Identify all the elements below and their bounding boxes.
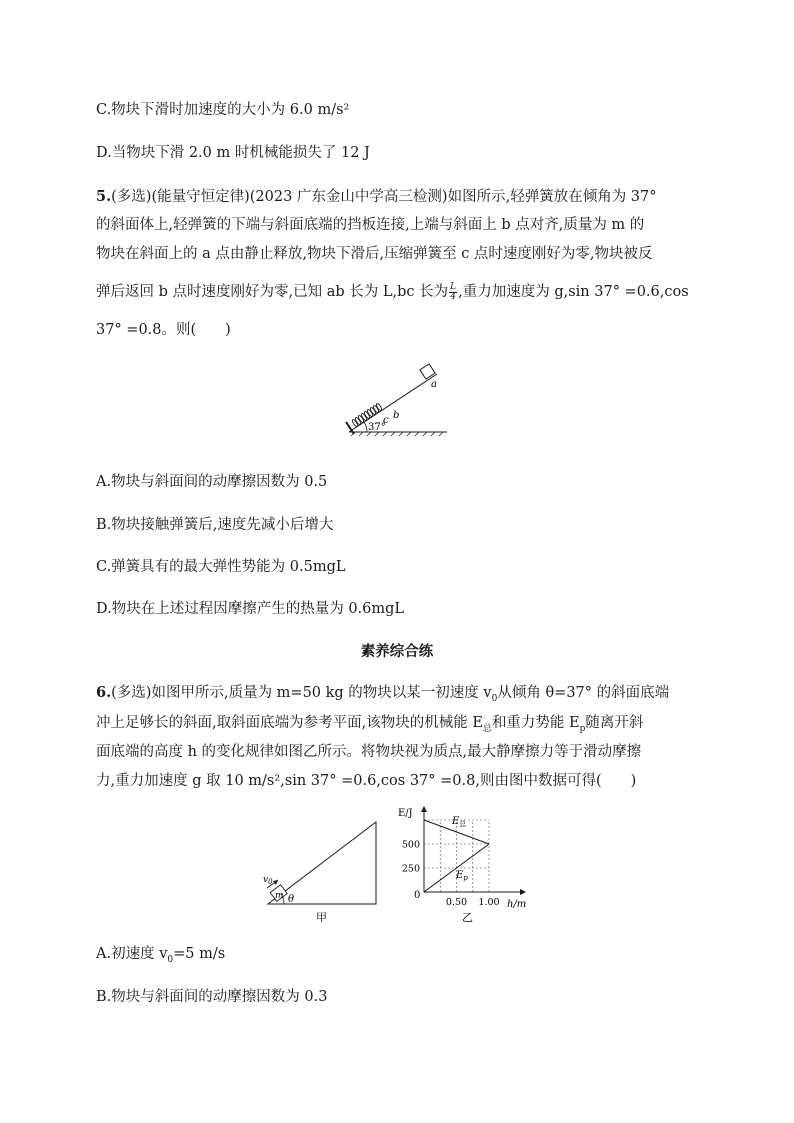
q6-line1-b: 从倾角 θ=37° 的斜面底端 xyxy=(497,685,670,701)
caption-yi: 乙 xyxy=(462,911,473,924)
point-c-label: c xyxy=(383,415,389,426)
caption-jia: 甲 xyxy=(316,911,327,924)
point-a-label: a xyxy=(431,379,437,390)
section-heading: 素养综合练 xyxy=(360,643,434,660)
q5-option-c: C.弹簧具有的最大弹性势能为 0.5mgL xyxy=(96,559,346,575)
y-axis-arrow xyxy=(421,806,427,812)
q5-number: 5. xyxy=(96,188,112,205)
chart-grid xyxy=(424,820,489,892)
y-tick-label: 500 xyxy=(401,839,420,851)
q6-line2-sub2: p xyxy=(579,723,586,734)
q6-option-a-text: A.初速度 v xyxy=(96,946,168,962)
q6-line2-b: 和重力势能 E xyxy=(491,715,580,731)
q6-line2-a: 冲上足够长的斜面,取斜面底端为参考平面,该物块的机械能 E xyxy=(96,715,483,731)
label-ep: $E_p$ xyxy=(456,870,468,882)
y-axis-label: E/J xyxy=(398,808,413,819)
q5-option-d: D.物块在上述过程因摩擦产生的热量为 0.6mgL xyxy=(96,601,405,617)
fraction-denominator: 4 xyxy=(450,291,456,302)
q5-line-4 xyxy=(96,282,689,302)
q5-line4-a: 弹后返回 b 点时速度刚好为零,已知 ab 长为 L,bc 长为 xyxy=(96,284,449,300)
q6-option-b: B.物块与斜面间的动摩擦因数为 0.3 xyxy=(96,989,328,1005)
fraction-numerator: L xyxy=(450,281,457,292)
q5-line-5: 37° =0.8。则( ) xyxy=(96,322,231,338)
angle-arc xyxy=(364,422,367,432)
angle-37-label: 37° xyxy=(368,422,386,433)
x-tick-label: 0.50 xyxy=(445,897,468,908)
q6-line-3: 面底端的高度 h 的变化规律如图乙所示。将物块视为质点,最大静摩擦力等于滑动摩擦 xyxy=(96,744,642,760)
block-m-label: m xyxy=(275,891,284,901)
theta-label: θ xyxy=(288,894,295,905)
q6-line2-c: 随离开斜 xyxy=(585,715,644,731)
x-axis-label: h/m xyxy=(507,899,527,910)
v0-label: $v_0$ xyxy=(263,875,273,886)
q5-line-3: 物块在斜面上的 a 点由静止释放,物块下滑后,压缩弹簧至 c 点时速度刚好为零,物块被反 xyxy=(96,246,653,262)
q6-option-a-rest: =5 m/s xyxy=(173,946,226,962)
q6-line1-sub: 0 xyxy=(491,693,498,704)
x-axis-arrow xyxy=(520,889,526,895)
q6-option-a-sub: 0 xyxy=(167,954,174,965)
q5-option-b: B.物块接触弹簧后,速度先减小后增大 xyxy=(96,517,334,533)
label-e-total: $E_总$ xyxy=(452,816,467,828)
q6-option-a xyxy=(96,944,225,970)
q5-line-2: 的斜面体上,轻弹簧的下端与斜面底端的挡板连接,上端与斜面上 b 点对齐,质量为 m 的 xyxy=(96,217,645,233)
y-tick-label: 250 xyxy=(401,863,420,875)
q6-line-1 xyxy=(96,683,669,709)
q6-line-2 xyxy=(96,713,643,739)
q6-figure-yi-chart xyxy=(396,804,536,926)
fraction-l-over-4 xyxy=(449,283,457,302)
q6-line-4: 力,重力加速度 g 取 10 m/s²,sin 37° =0.6,cos 37° =0.8,则由图中数据可得( ) xyxy=(96,773,637,789)
q5-line1-text: 如图所示,轻弹簧放在倾角为 37° xyxy=(447,189,657,205)
q5-line4-b: ,重力加速度为 g,sin 37° =0.6,cos xyxy=(458,284,689,300)
q4-option-c: C.物块下滑时加速度的大小为 6.0 m/s² xyxy=(96,102,350,118)
ground-hatching xyxy=(351,432,443,436)
incline-surface xyxy=(349,374,437,432)
q6-line1-a: (多选)如图甲所示,质量为 m=50 kg 的物块以某一初速度 v xyxy=(111,685,492,701)
point-b-label: b xyxy=(393,410,400,421)
velocity-arrowhead xyxy=(273,880,278,885)
origin-label: 0 xyxy=(414,890,421,901)
q5-line-1 xyxy=(96,187,657,207)
q6-figure-jia xyxy=(258,818,388,924)
q5-tag: (多选)(能量守恒定律)(2023 广东金山中学高三检测) xyxy=(111,189,448,205)
q6-line2-sub1: 总 xyxy=(482,723,492,734)
q5-option-a: A.物块与斜面间的动摩擦因数为 0.5 xyxy=(96,474,328,490)
q4-option-d: D.当物块下滑 2.0 m 时机械能损失了 12 J xyxy=(96,145,370,161)
x-tick-label: 1.00 xyxy=(478,897,500,908)
q5-incline-spring-figure xyxy=(335,360,455,442)
q6-number: 6. xyxy=(96,684,112,701)
